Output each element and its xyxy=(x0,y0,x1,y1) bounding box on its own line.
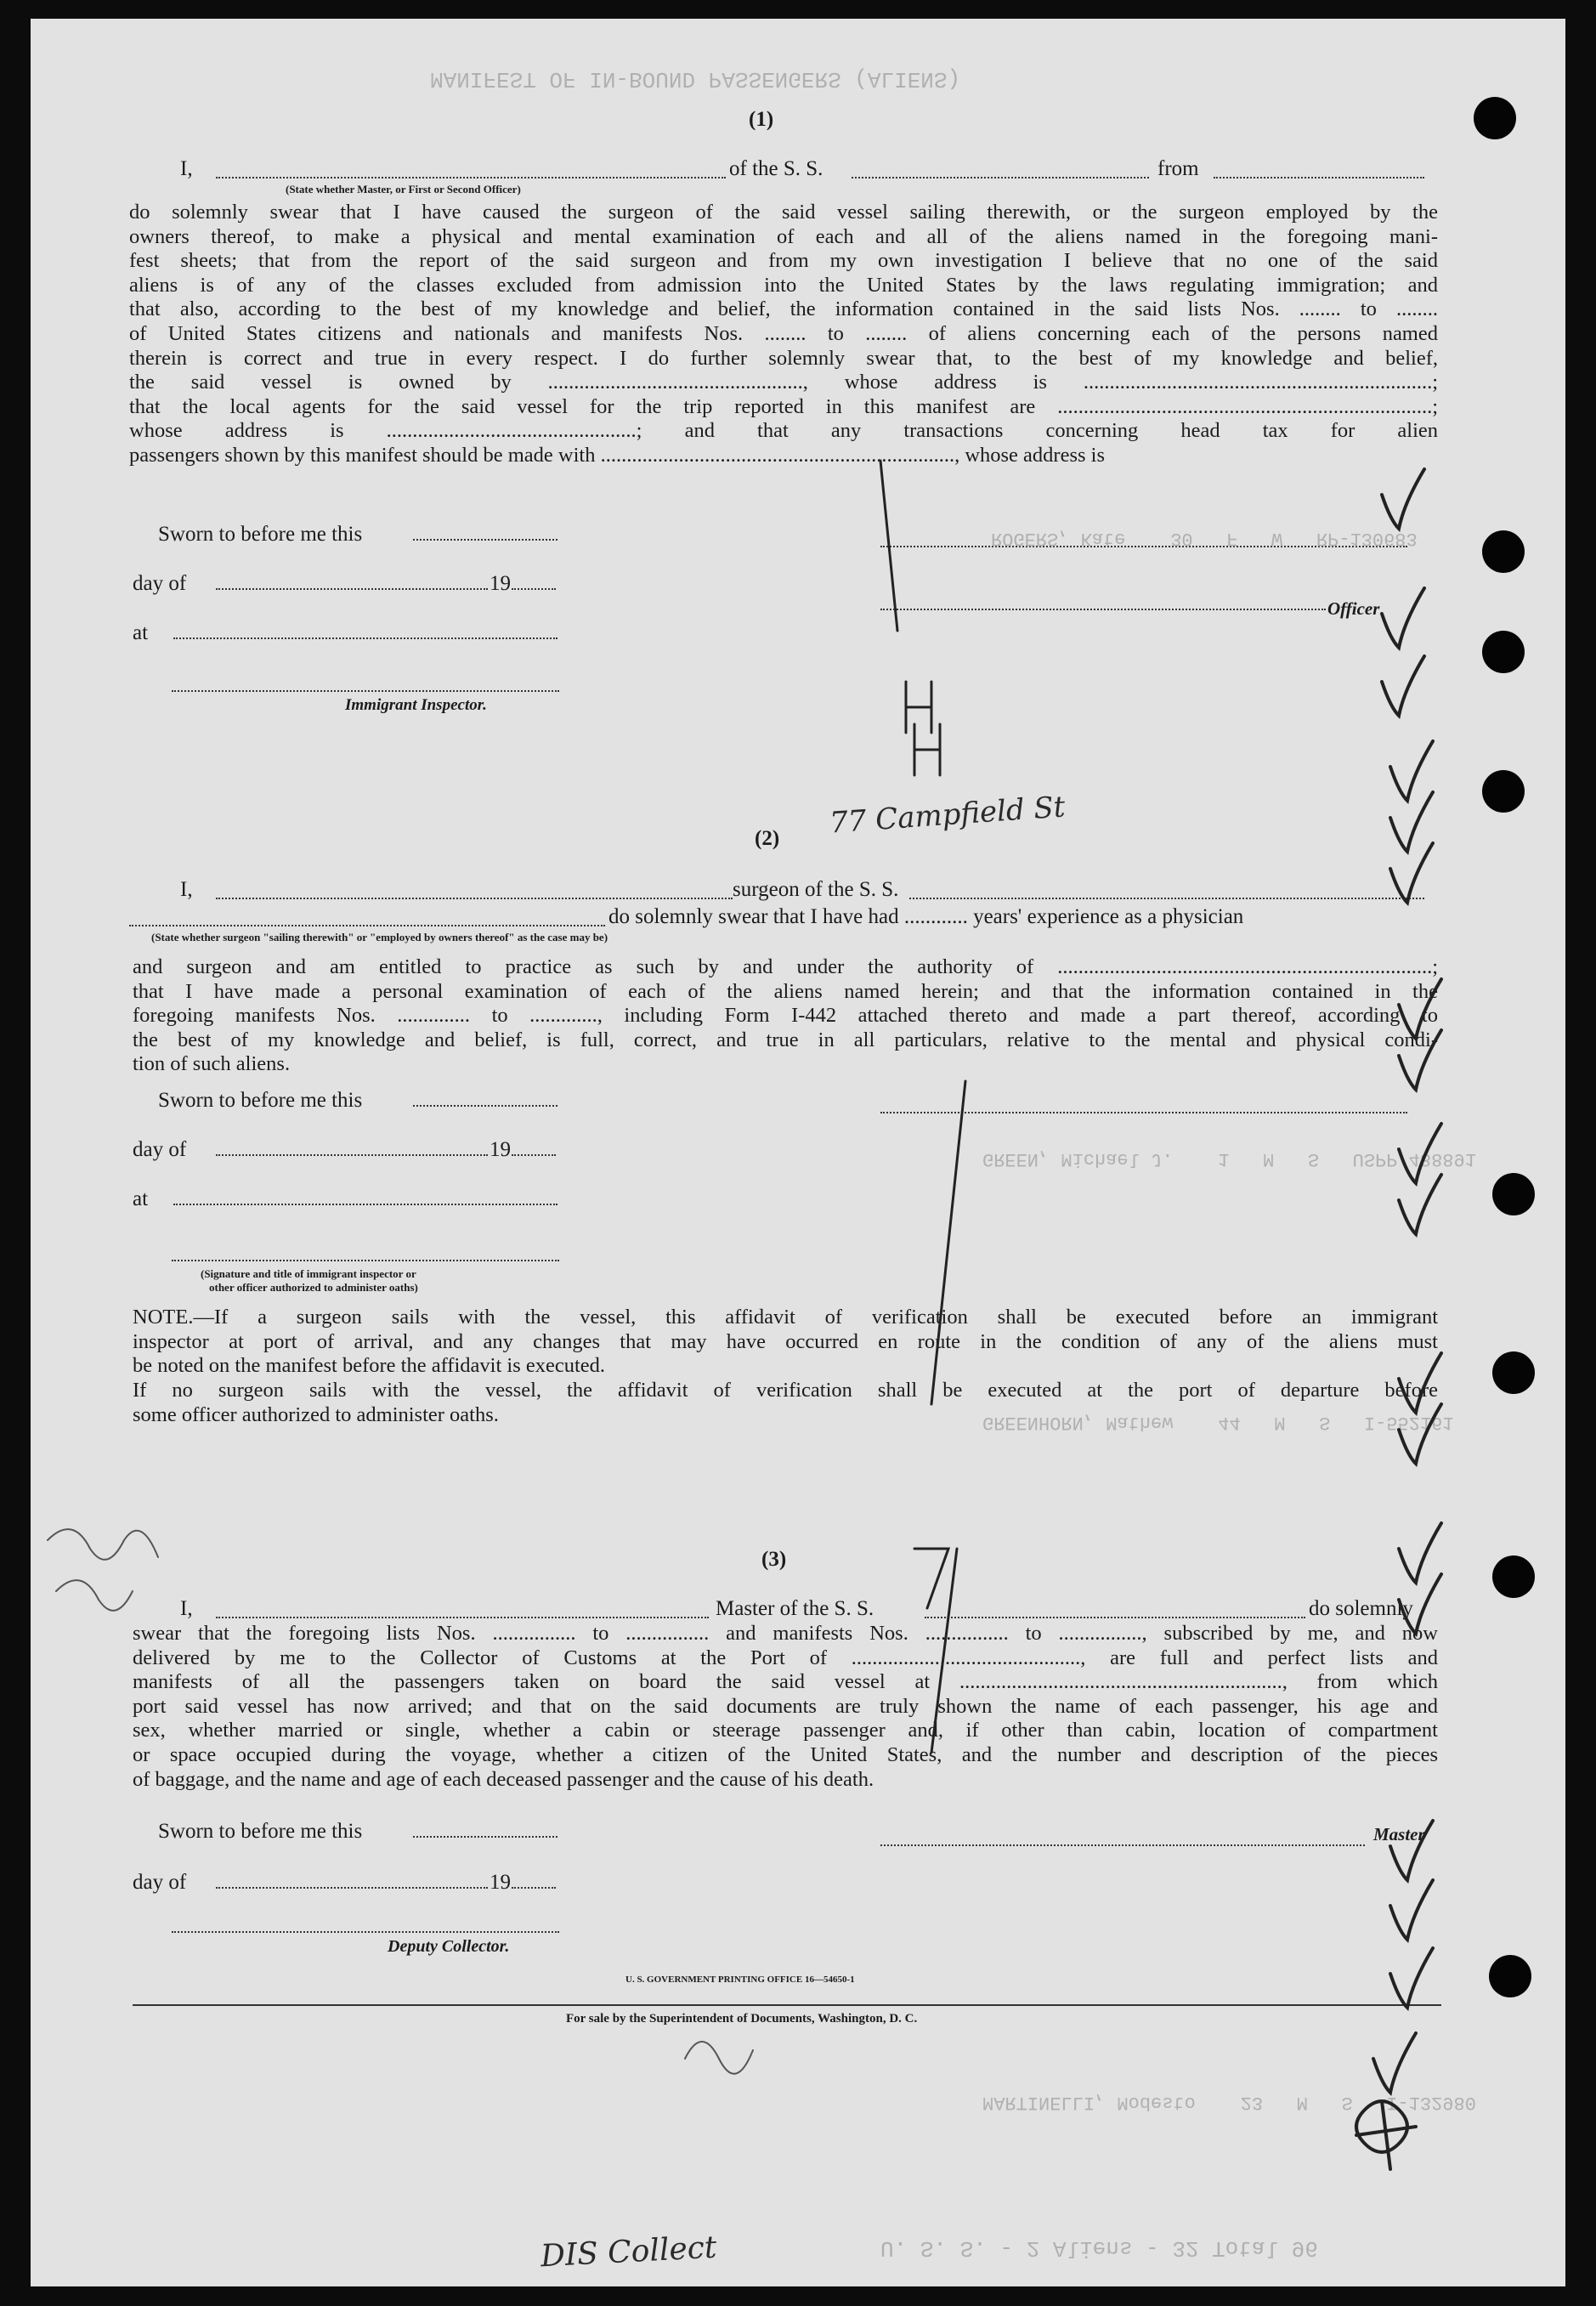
oath-line: foregoing manifests Nos. .............. to ............., including Form I-442 attached thereto and made a part thereof, according to xyxy=(133,1004,1438,1028)
oath-line: therein is correct and true in every respect. I do further solemnly swear that, to the best of my knowledge and belief, xyxy=(129,346,1438,370)
oath-line: owners thereof, to make a physical and mental examination of each and all of the aliens named in the foregoing mani- xyxy=(129,224,1438,248)
oath-line: passengers shown by this manifest should be made with ...................................................................., whose address is xyxy=(129,443,1105,467)
oath-line: or space occupied during the voyage, whether a citizen of the United States, and the number and description of the pieces xyxy=(133,1742,1438,1766)
oath-line: NOTE.—If a surgeon sails with the vessel, this affidavit of verification shall be executed before an immigrant xyxy=(133,1306,1438,1329)
bleed-through-5: MARTINELLI, Modesto 23 M S I-132980 xyxy=(982,2092,1476,2113)
binder-hole xyxy=(1492,1173,1535,1215)
section-3-i: I, xyxy=(180,1597,193,1620)
oath-line: of baggage, and the name and age of each deceased passenger and the cause of his death. xyxy=(133,1767,874,1791)
section-1-caption: (State whether Master, or First or Second Officer) xyxy=(286,183,521,195)
year-label-1: 19 xyxy=(490,572,511,595)
section-2-number: (2) xyxy=(755,827,780,850)
handwritten-bottom-note: DIS Collect xyxy=(540,2230,718,2275)
binder-hole xyxy=(1489,1955,1531,1997)
oath-line: of United States citizens and nationals and manifests Nos. ........ to ........ of aliens concerning each of the persons named xyxy=(129,321,1438,345)
deputy-title: Deputy Collector. xyxy=(388,1937,510,1956)
inspector-title: Immigrant Inspector. xyxy=(345,696,487,714)
bleed-through-2: ROGERS, Kate 30 F W RP-130683 xyxy=(991,528,1418,549)
at-label-1: at xyxy=(133,621,149,644)
oath-line: aliens is of any of the classes excluded from admission into the United States by the laws regulating immigration; and xyxy=(129,273,1438,297)
oath-line: delivered by me to the Collector of Customs at the Port of ............................................, are full and perfect lists and xyxy=(133,1646,1438,1669)
oath-line: inspector at port of arrival, and any changes that may have occurred en route in the condition of any of the aliens must xyxy=(133,1329,1438,1353)
do-solemnly: do solemnly xyxy=(1309,1597,1413,1620)
oath-line: that also, according to the best of my knowledge and belief, the information contained in the said lists Nos. ........ to ........ xyxy=(129,297,1438,321)
binder-hole xyxy=(1482,631,1525,673)
oath-line: the said vessel is owned by ................................................., whose address is ...................................................................; xyxy=(129,371,1438,394)
year-label-3: 19 xyxy=(490,1871,511,1894)
day-of-label-3: day of xyxy=(133,1871,187,1894)
oath-line: fest sheets; that from the report of the said surgeon and from my own investigation I believe that no one of the said xyxy=(129,249,1438,273)
bleed-through-6: U. S. S. - 2 Aliens - 32 Total 96 xyxy=(880,2235,1318,2261)
master-title: Master xyxy=(1373,1824,1425,1844)
oath-line: swear that the foregoing lists Nos. ................ to ................ and manifests Nos. ................ to ................, subscribed by me, and now xyxy=(133,1622,1438,1645)
section-1-number: (1) xyxy=(749,108,774,131)
sig-caption-2: other officer authorized to administer oaths) xyxy=(209,1281,418,1294)
from-label: from xyxy=(1157,157,1199,180)
sworn-label-2: Sworn to before me this xyxy=(158,1089,363,1112)
sworn-label-1: Sworn to before me this xyxy=(158,523,363,546)
master-of-ss: Master of the S. S. xyxy=(716,1597,874,1620)
year-label-2: 19 xyxy=(490,1138,511,1161)
bleed-through-3: GREEN, Michael J. 1 M S USPP 488891 xyxy=(982,1148,1476,1170)
printing-office: U. S. GOVERNMENT PRINTING OFFICE 16—54650-1 xyxy=(625,1975,855,1985)
binder-hole xyxy=(1482,770,1525,813)
at-label-2: at xyxy=(133,1187,149,1210)
binder-hole xyxy=(1492,1555,1535,1598)
section-3-number: (3) xyxy=(761,1548,787,1571)
sworn-label-3: Sworn to before me this xyxy=(158,1820,363,1843)
binder-hole xyxy=(1474,97,1516,139)
bleed-through-1: MANIFEST OF IN-BOUND PASSENGERS (ALIENS) xyxy=(430,66,961,92)
oath-line: tion of such aliens. xyxy=(133,1052,291,1076)
surgeon-experience: do solemnly swear that I have had ............ years' experience as a physician xyxy=(608,905,1244,928)
oath-line: some officer authorized to administer oaths. xyxy=(133,1402,499,1426)
sale-notice: For sale by the Superintendent of Documents, Washington, D. C. xyxy=(566,2012,918,2026)
sig-caption-1: (Signature and title of immigrant inspector or xyxy=(201,1267,416,1280)
bleed-through-4: GREENHORN, Mathew 44 M S I-552161 xyxy=(982,1412,1454,1433)
handwritten-annotations xyxy=(31,19,1565,2286)
handwritten-address: 77 Campfield St xyxy=(828,790,1067,841)
oath-line: whose address is ................................................; and that any transactions concerning head tax for alien xyxy=(129,419,1438,443)
oath-line: If no surgeon sails with the vessel, the affidavit of verification shall be executed at the port of departure before xyxy=(133,1379,1438,1402)
oath-line: do solemnly swear that I have caused the surgeon of the said vessel sailing therewith, or the surgeon employed by the xyxy=(129,201,1438,224)
oath-line: sex, whether married or single, whether a cabin or steerage passenger and, if other than cabin, location of compartment xyxy=(133,1719,1438,1742)
of-the-ss: of the S. S. xyxy=(729,157,823,180)
binder-hole xyxy=(1482,530,1525,573)
section-2-i: I, xyxy=(180,878,193,901)
oath-line: be noted on the manifest before the affidavit is executed. xyxy=(133,1354,606,1378)
oath-line: that I have made a personal examination of each of the aliens named herein; and that the information contained in the xyxy=(133,979,1438,1003)
day-of-label-2: day of xyxy=(133,1138,187,1161)
day-of-label-1: day of xyxy=(133,572,187,595)
oath-line: manifests of all the passengers taken on board the said vessel at .............................................................., from which xyxy=(133,1670,1438,1694)
binder-hole xyxy=(1492,1351,1535,1394)
oath-line: that the local agents for the said vessel for the trip reported in this manifest are ........................................................................; xyxy=(129,394,1438,418)
section-1-i: I, xyxy=(180,157,193,180)
oath-line: port said vessel has now arrived; and that on the said documents are truly shown the name of each passenger, his age and xyxy=(133,1694,1438,1718)
oath-line: the best of my knowledge and belief, is full, correct, and true in all particulars, relative to the mental and physical condi- xyxy=(133,1028,1438,1051)
oath-line: and surgeon and am entitled to practice as such by and under the authority of ........................................................................; xyxy=(133,955,1438,978)
manifest-page xyxy=(31,19,1565,2286)
surgeon-of-ss: surgeon of the S. S. xyxy=(733,878,899,901)
officer-title: Officer xyxy=(1327,598,1380,619)
section-2-caption: (State whether surgeon "sailing therewith" or "employed by owners thereof" as the case may be) xyxy=(151,931,608,943)
